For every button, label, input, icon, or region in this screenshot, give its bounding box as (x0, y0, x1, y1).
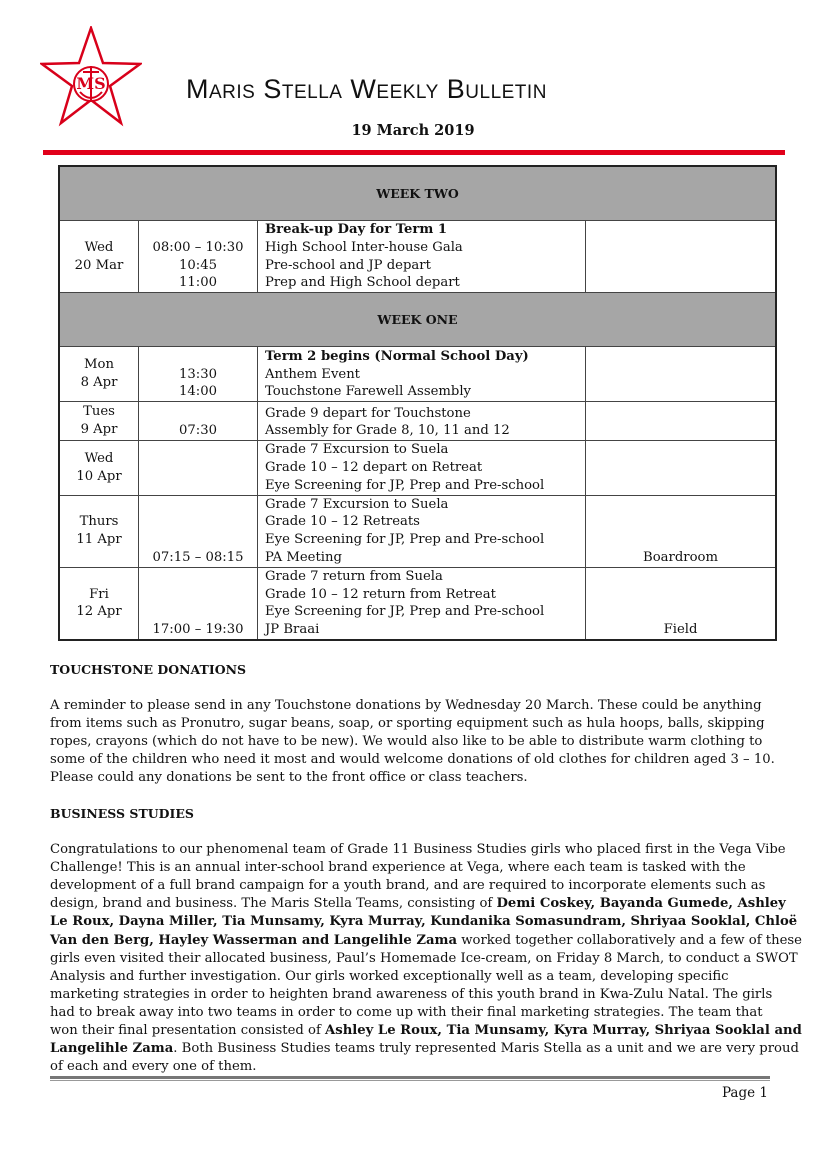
paragraph-line: design, brand and business. The Maris Stella Teams, consisting of Demi Coskey, Bayanda Gumede, Ashley (50, 896, 786, 912)
bulletin-title: Maris Stella Weekly Bulletin (186, 74, 547, 104)
paragraph-line: Le Roux, Dayna Miller, Tia Munsamy, Kyra Murray, Kundanika Somasundram, Shriyaa Sooklal, Chloë (50, 914, 798, 930)
event-cell: Grade 7 Excursion to Suela Grade 10 – 12 Retreats Eye Screening for JP, Prep and Pre-school PA Meeting (258, 495, 586, 567)
schedule-row-thurs-11-apr (59, 495, 776, 567)
paragraph-line: development of a full brand campaign for a youth brand, and are required to incorporate elements such as (50, 878, 766, 894)
week-header-row (59, 166, 776, 221)
schedule-row-mon-8-apr (59, 347, 776, 402)
schedule-table (58, 165, 777, 641)
time-cell: 07:15 – 08:15 (139, 495, 258, 567)
day-cell: Wed 10 Apr (59, 441, 139, 495)
event-cell: Break-up Day for Term 1 High School Inter-house Gala Pre-school and JP depart Prep and High School depart (258, 221, 586, 293)
section-heading: BUSINESS STUDIES (50, 806, 194, 821)
event-cell: Grade 7 return from Suela Grade 10 – 12 return from Retreat Eye Screening for JP, Prep and Pre-school JP Braai (258, 567, 586, 640)
schedule-row-fri-12-apr (59, 567, 776, 640)
venue-cell (586, 221, 777, 293)
bulletin-date: 19 March 2019 (351, 122, 475, 139)
day-cell: Wed 20 Mar (59, 221, 139, 293)
paragraph-line: had to break away into two teams in order to come up with their final marketing strategies. The team that (50, 1004, 763, 1020)
logo-monogram: MS (76, 74, 106, 93)
footer-divider-thin (50, 1080, 770, 1081)
day-cell: Thurs 11 Apr (59, 495, 139, 567)
paragraph-line: Analysis and further investigation. Our girls worked exceptionally well as a team, developing specific (50, 968, 729, 984)
day-cell: Mon 8 Apr (59, 347, 139, 402)
week-one-label: WEEK ONE (59, 293, 776, 347)
venue-cell (586, 441, 777, 495)
event-cell: Grade 7 Excursion to Suela Grade 10 – 12 depart on Retreat Eye Screening for JP, Prep and Pre-school (258, 441, 586, 495)
paragraph-line: of each and every one of them. (50, 1059, 257, 1075)
paragraph-line: Congratulations to our phenomenal team of Grade 11 Business Studies girls who placed first in the Vega Vibe (50, 842, 786, 858)
day-cell: Tues 9 Apr (59, 402, 139, 441)
paragraph-line: Challenge! This is an annual inter-school brand experience at Vega, where each team is tasked with the (50, 860, 746, 876)
schedule-row-wed-20-mar (59, 221, 776, 293)
footer-divider (50, 1076, 770, 1079)
touchstone-section (50, 661, 775, 788)
paragraph-line: Langelihle Zama. Both Business Studies teams truly represented Maris Stella as a unit and we are very proud (50, 1041, 799, 1057)
event-cell: Grade 9 depart for Touchstone Assembly for Grade 8, 10, 11 and 12 (258, 402, 586, 441)
business-studies-section (50, 805, 802, 1076)
school-crest-logo (40, 26, 142, 128)
paragraph-line: some of the children who need it most and would welcome donations of old clothes for children aged 3 – 10. (50, 752, 775, 768)
venue-cell: Boardroom (586, 495, 777, 567)
section-heading: TOUCHSTONE DONATIONS (50, 662, 247, 677)
time-cell: 17:00 – 19:30 (139, 567, 258, 640)
time-cell: 08:00 – 10:30 10:45 11:00 (139, 221, 258, 293)
venue-cell: Field (586, 567, 777, 640)
week-two-label: WEEK TWO (59, 166, 776, 221)
page-number: Page 1 (721, 1085, 768, 1101)
paragraph-line: marketing strategies in order to heighten brand awareness of this youth brand in Kwa-Zulu Natal. The girls (50, 986, 773, 1002)
time-cell: 07:30 (139, 402, 258, 441)
paragraph-line: A reminder to please send in any Touchstone donations by Wednesday 20 March. These could be anything (50, 698, 762, 714)
header-divider (43, 150, 785, 155)
paragraph-line: girls even visited their allocated business, Paul’s Homemade Ice-cream, on Friday 8 March, to conduct a SWOT (50, 950, 798, 966)
paragraph-line: ropes, crayons (which do not have to be new). We would also like to be able to distribute warm clothing to (50, 734, 763, 750)
time-cell: 13:30 14:00 (139, 347, 258, 402)
time-cell (139, 441, 258, 495)
paragraph-line: Van den Berg, Hayley Wasserman and Langelihle Zama worked together collaboratively and a few of these (50, 932, 802, 948)
paragraph-line: won their final presentation consisted of Ashley Le Roux, Tia Munsamy, Kyra Murray, Shriyaa Sooklal and (50, 1023, 802, 1039)
paragraph-line: from items such as Pronutro, sugar beans, soap, or sporting equipment such as hula hoops, balls, skipping (50, 716, 765, 732)
schedule-row-tues-9-apr (59, 402, 776, 441)
venue-cell (586, 402, 777, 441)
week-header-row (59, 293, 776, 347)
schedule-row-wed-10-apr (59, 441, 776, 495)
paragraph-line: Please could any donations be sent to the front office or class teachers. (50, 770, 528, 786)
day-cell: Fri 12 Apr (59, 567, 139, 640)
venue-cell (586, 347, 777, 402)
event-cell: Term 2 begins (Normal School Day) Anthem Event Touchstone Farewell Assembly (258, 347, 586, 402)
